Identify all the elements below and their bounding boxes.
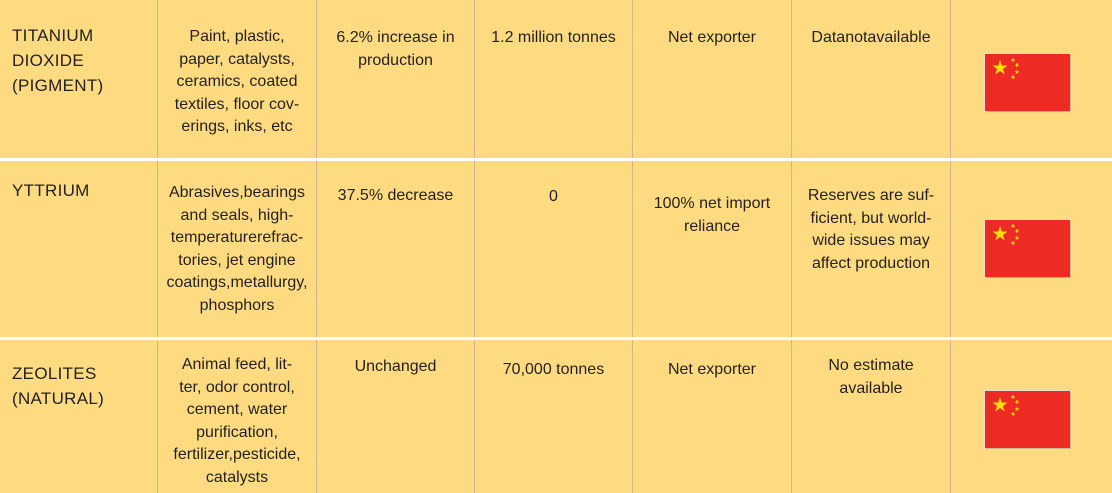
flag-stars xyxy=(985,220,1070,277)
uses-cell: Paint, plastic, paper, catalysts, ceramics, coated textiles, floor cov- erings, inks, etc xyxy=(158,0,317,158)
change-cell: 37.5% decrease xyxy=(317,161,475,337)
flag-small-star xyxy=(1011,395,1016,400)
mineral-name-cell: ZEOLITES (NATURAL) xyxy=(0,340,158,493)
flag-small-star xyxy=(1011,75,1016,80)
change-cell: 6.2% increase in production xyxy=(317,0,475,158)
flag-cell xyxy=(951,161,1112,337)
flag-small-star xyxy=(1011,241,1016,246)
flag-small-star xyxy=(1015,406,1020,411)
production-cell: 0 xyxy=(475,161,633,337)
china-flag-icon xyxy=(985,220,1070,277)
china-flag-icon xyxy=(985,54,1070,111)
flag-cell xyxy=(951,340,1112,493)
flag-small-star xyxy=(1015,69,1020,74)
reserves-cell: Reserves are suf- ficient, but world- wide issues may affect production xyxy=(792,161,951,337)
table-row xyxy=(0,161,1112,337)
change-cell: Unchanged xyxy=(317,340,475,493)
table-row xyxy=(0,340,1112,493)
reserves-cell: Datanotavailable xyxy=(792,0,951,158)
flag-small-star xyxy=(1015,235,1020,240)
flag-large-star xyxy=(992,397,1007,411)
flag-large-star xyxy=(992,226,1007,240)
flag-large-star xyxy=(992,60,1007,74)
reserves-cell: No estimate available xyxy=(792,340,951,493)
flag-small-star xyxy=(1014,63,1019,68)
flag-small-star xyxy=(1014,400,1019,405)
flag-cell xyxy=(951,0,1112,158)
flag-stars xyxy=(985,391,1070,448)
uses-cell: Abrasives,bearings and seals, high- temperaturerefrac- tories, jet engine coatings,metallurgy, phosphors xyxy=(158,161,317,337)
table-row xyxy=(0,0,1112,158)
china-flag-icon xyxy=(985,391,1070,448)
production-cell: 70,000 tonnes xyxy=(475,340,633,493)
flag-small-star xyxy=(1014,229,1019,234)
uses-cell: Animal feed, lit- ter, odor control, cement, water purification, fertilizer,pesticide, catalysts xyxy=(158,340,317,493)
trade-cell: Net exporter xyxy=(633,0,792,158)
flag-stars xyxy=(985,54,1070,111)
mineral-name-cell: YTTRIUM xyxy=(0,161,158,337)
mineral-name-cell: TITANIUM DIOXIDE (PIGMENT) xyxy=(0,0,158,158)
production-cell: 1.2 million tonnes xyxy=(475,0,633,158)
flag-small-star xyxy=(1011,58,1016,63)
flag-small-star xyxy=(1011,224,1016,229)
trade-cell: Net exporter xyxy=(633,340,792,493)
flag-small-star xyxy=(1011,412,1016,417)
trade-cell: 100% net import reliance xyxy=(633,161,792,337)
